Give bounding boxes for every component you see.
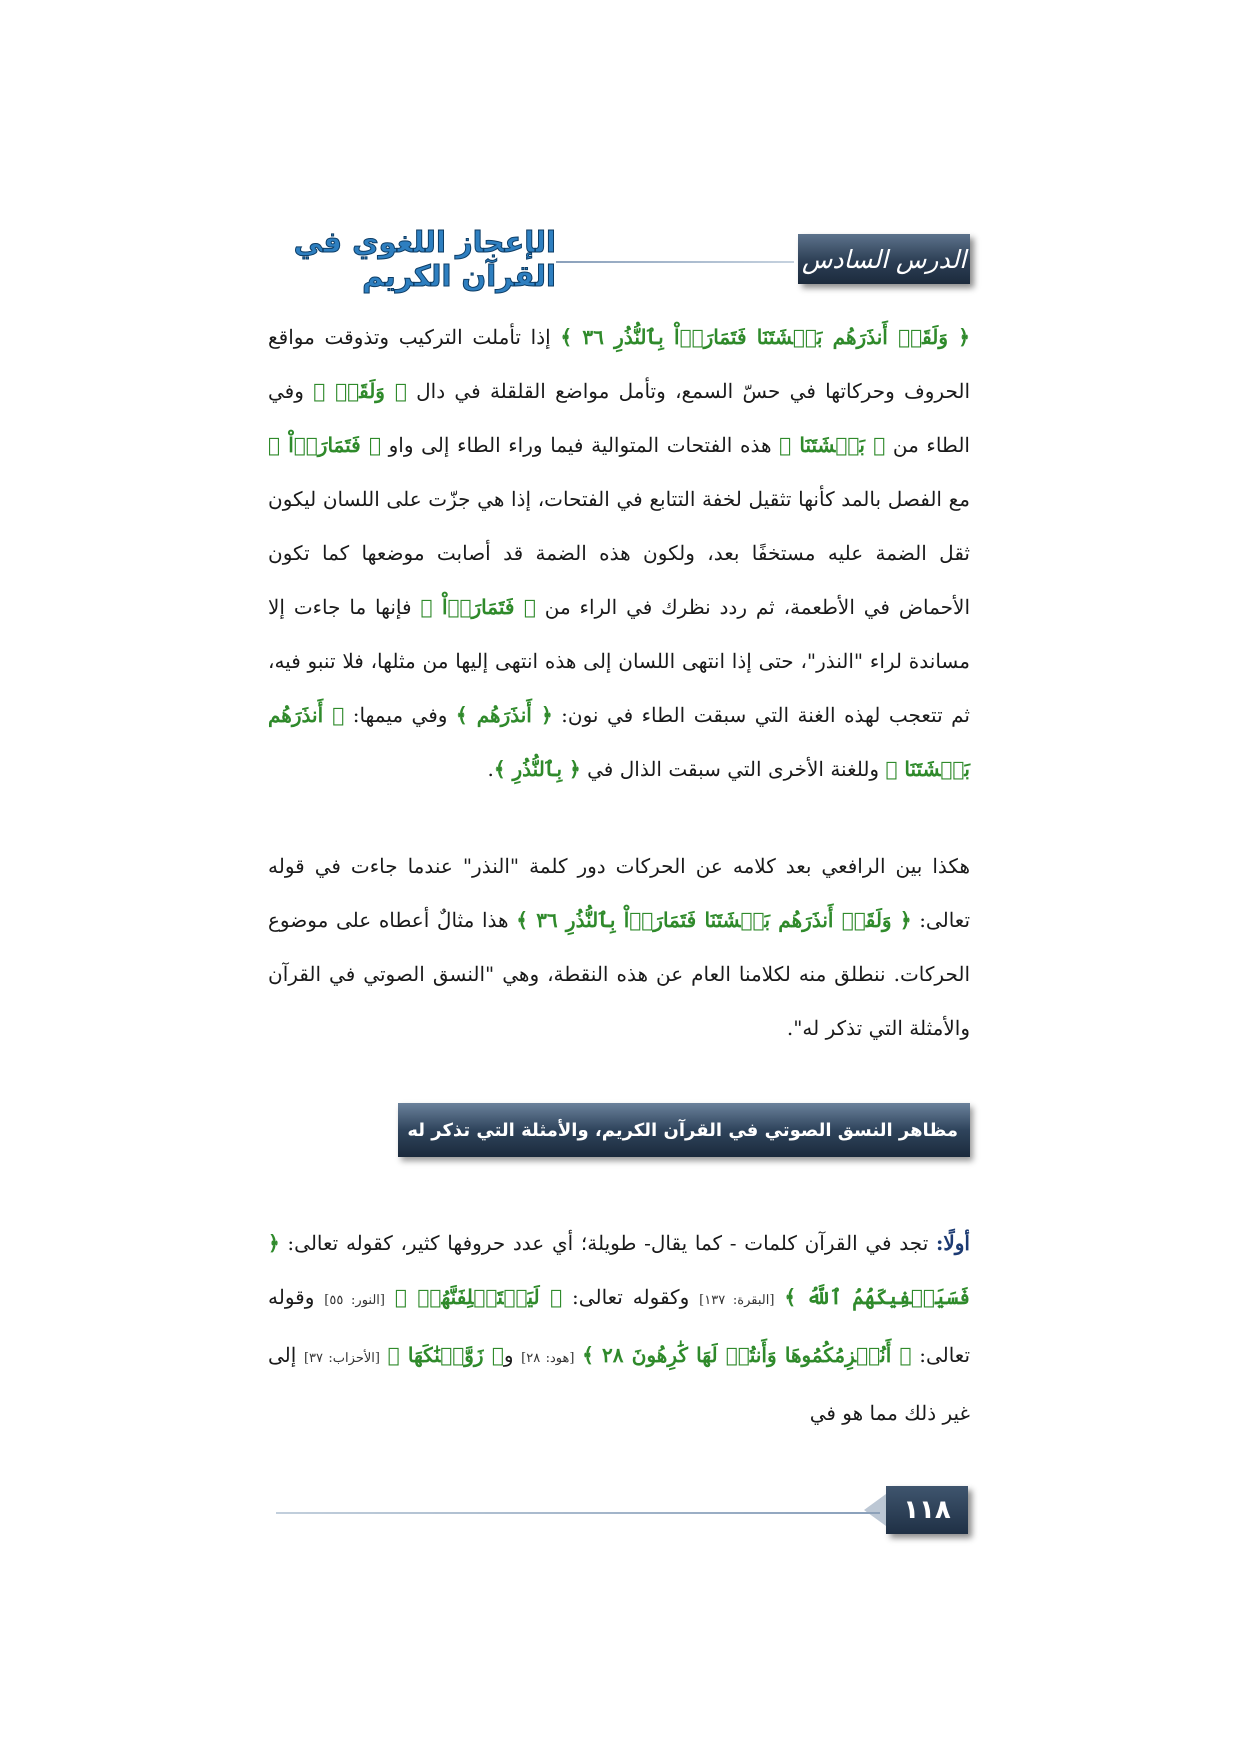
quran-verse: ﴿ أَنُلۡزِمُكُمُوهَا وَأَنتُمۡ لَهَا كَٰرِهُونَ ٢٨ ﴾ xyxy=(582,1343,912,1367)
book-title: الإعجاز اللغوي في القرآن الكريم xyxy=(293,225,556,293)
text-run: هذا مثالٌ أعطاه على موضوع الحركات. ننطلق منه لكلامنا العام عن هذه النقطة، وهي "النسق الصوتي في القرآن والأمثلة التي تذكر له". xyxy=(268,908,970,1040)
item-label: أولًا: xyxy=(935,1231,970,1255)
quran-word: ﴿ أَنذَرَهُم ﴾ xyxy=(455,703,553,727)
text-run: هكذا بين الرافعي بعد كلامه عن الحركات دور كلمة "النذر" عندما جاءت في قوله تعالى: xyxy=(268,854,971,932)
paragraph-2 xyxy=(268,839,970,1055)
footer-divider xyxy=(276,1512,880,1514)
quran-word: ﴿ فَتَمَارَوۡاْ ﴾ xyxy=(420,595,536,619)
text-run: إذا تأملت التركيب وتذوقت مواقع الحروف وحركاتها في حسّ السمع، وتأمل مواضع القلقلة في دال xyxy=(268,325,971,403)
quran-word: ﴿ وَلَقَدۡ ﴾ xyxy=(313,379,407,403)
quran-word: ﴿ فَتَمَارَوۡاْ ﴾ xyxy=(268,433,381,457)
text-run: هذه الفتحات المتوالية فيما وراء الطاء إلى واو xyxy=(380,433,780,457)
verse-reference: [النور: ٥٥] xyxy=(324,1293,385,1308)
text-run: وفي الطاء من xyxy=(268,379,970,457)
paragraph-1 xyxy=(268,310,970,796)
section-heading: مظاهر النسق الصوتي في القرآن الكريم، والأمثلة التي تذكر له xyxy=(398,1103,970,1157)
header-divider xyxy=(556,261,794,263)
quran-verse: ﴿ فَسَيَكۡفِيكَهُمُ ٱللَّهُ ﴾ xyxy=(268,1231,970,1309)
quran-verse: ﴿ زَوَّجۡنَٰكَهَا ﴾ xyxy=(387,1343,504,1367)
text-run: وقوله تعالى: xyxy=(268,1285,971,1367)
text-run: و xyxy=(503,1343,522,1367)
quran-word: ﴿ أَنذَرَهُم بَطۡشَتَنَا ﴾ xyxy=(268,703,970,781)
page-number: ١١٨ xyxy=(886,1486,968,1534)
verse-reference: [هود: ٢٨] xyxy=(521,1351,575,1366)
text-run: . xyxy=(487,757,494,781)
quran-word: ﴿ بِٱلنُّذُرِ ﴾ xyxy=(493,757,581,781)
text-run: فإنها ما جاءت إلا مساندة لراء "النذر"، حتى إذا انتهى اللسان إلى هذه انتهى إليها من مثلها، فلا تنبو فيه، ثم تتعجب لهذه الغنة التي سبقت الطاء في نون: xyxy=(268,595,971,727)
text-run: مع الفصل بالمد كأنها تثقيل لخفة التتابع في الفتحات، إذا هي جزّت على اللسان ليكون ثقل الضمة عليه مستخفًا بعد، ولكون هذه الضمة قد أصابت موضعها كما تكون الأحماض في الأطعمة، ثم ردد نظرك في الراء من xyxy=(268,487,970,619)
text-run: وفي ميمها: xyxy=(344,703,456,727)
lesson-label: الدرس السادس xyxy=(798,234,970,284)
text-run: وللغنة الأخرى التي سبقت الذال في xyxy=(580,757,886,781)
verse-reference: [البقرة: ١٣٧] xyxy=(699,1293,775,1308)
quran-verse: ﴿ وَلَقَدۡ أَنذَرَهُم بَطۡشَتَنَا فَتَمَارَوۡاْ بِٱلنُّذُرِ ٣٦ ﴾ xyxy=(516,908,912,932)
paragraph-3 xyxy=(268,1216,970,1440)
text-run: إلى غير ذلك مما هو في xyxy=(268,1343,970,1425)
verse-reference: [الأحزاب: ٣٧] xyxy=(303,1351,380,1366)
text-run: تجد في القرآن كلمات - كما يقال- طويلة؛ أي عدد حروفها كثير، كقوله تعالى: xyxy=(279,1231,936,1255)
page-header xyxy=(268,225,970,293)
quran-word: ﴿ بَطۡشَتَنَا ﴾ xyxy=(779,433,886,457)
quran-verse: ﴿ وَلَقَدۡ أَنذَرَهُم بَطۡشَتَنَا فَتَمَارَوۡاْ بِٱلنُّذُرِ ٣٦ ﴾ xyxy=(560,325,970,349)
text-run: وكقوله تعالى: xyxy=(562,1285,700,1309)
quran-verse: ﴿ لَيَسۡتَخۡلِفَنَّهُمۡ ﴾ xyxy=(394,1285,563,1309)
